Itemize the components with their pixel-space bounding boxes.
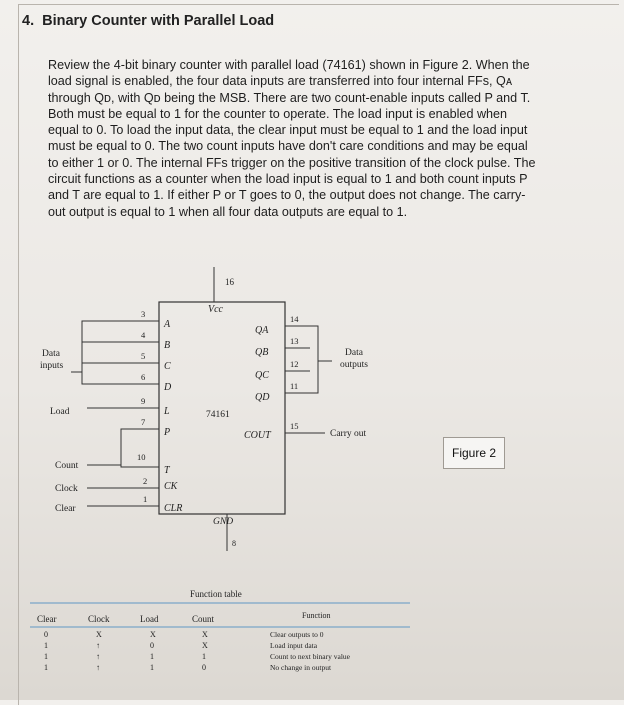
question-heading xyxy=(22,13,274,29)
data-output-bus xyxy=(310,326,332,393)
pin-number: 7 xyxy=(141,417,146,427)
pin-name: B xyxy=(164,340,171,351)
vcc-pin-number: 16 xyxy=(225,277,234,287)
pin-number: 2 xyxy=(143,476,148,486)
table-cell: Clear outputs to 0 xyxy=(270,630,324,639)
table-header: Function xyxy=(302,611,331,620)
pin-name: QC xyxy=(255,370,269,381)
table-header: Clear xyxy=(37,614,57,624)
pin-number: 3 xyxy=(141,309,146,319)
pin-name: L xyxy=(164,406,170,417)
paragraph-line: circuit functions as a counter when the load input is equal to 1 and both count inputs P xyxy=(48,172,528,187)
function-table-title: Function table xyxy=(190,589,242,599)
table-header: Count xyxy=(192,614,215,624)
figure-label: Figure 2 xyxy=(443,437,505,469)
data-input-bus xyxy=(71,321,131,384)
table-cell: 1 xyxy=(44,652,48,661)
left-pin-lines xyxy=(87,321,159,506)
table-body xyxy=(44,630,351,672)
table-cell: X xyxy=(202,641,208,650)
paragraph-line: and T are equal to 1. If either P or T goes to 0, the output does not change. The carry- xyxy=(48,188,526,203)
gnd-label: GND xyxy=(213,517,234,527)
pin-name: A xyxy=(164,319,171,330)
pin-number: 9 xyxy=(141,396,146,406)
table-cell: X xyxy=(150,630,156,639)
question-number: 4. xyxy=(22,13,35,29)
pin-number: 1 xyxy=(143,494,148,504)
pin-number: 6 xyxy=(141,372,146,382)
table-cell: 1 xyxy=(202,652,206,661)
table-cell: ↑ xyxy=(96,652,100,661)
data-outputs-label: Data xyxy=(345,348,363,358)
chip-name: 74161 xyxy=(206,410,230,420)
table-cell: Count to next binary value xyxy=(270,652,350,661)
paragraph-line: through Qᴅ, with Qᴅ being the MSB. There are two count-enable inputs called P and T. xyxy=(48,90,531,105)
table-cell: X xyxy=(96,630,102,639)
table-cell: 1 xyxy=(44,663,48,672)
pin-name: QD xyxy=(255,392,270,403)
pin-name: QB xyxy=(255,347,269,358)
vcc-label: Vcc xyxy=(208,304,223,315)
pin-name: COUT xyxy=(244,430,271,441)
pin-name: D xyxy=(164,382,172,393)
paragraph-line: Both must be equal to 1 for the counter to operate. The load input is enabled when xyxy=(48,106,508,121)
pin-name: CLR xyxy=(164,503,183,514)
load-label: Load xyxy=(50,407,70,417)
table-cell: 1 xyxy=(44,641,48,650)
pin-number: 10 xyxy=(137,452,146,462)
pin-number: 5 xyxy=(141,351,146,361)
paragraph-line: to either 1 or 0. The internal FFs trigger on the positive transition of the clock pulse. The xyxy=(48,155,536,170)
gnd-pin-number: 8 xyxy=(232,539,236,548)
table-cell: Load input data xyxy=(270,641,318,650)
table-cell: 1 xyxy=(150,652,154,661)
paragraph-line: must be equal to 0. The two count inputs have don't care conditions and may be equal xyxy=(48,139,528,154)
counter-diagram xyxy=(0,255,624,700)
table-cell: No change in output xyxy=(270,663,332,672)
paragraph-line: equal to 0. To load the input data, the clear input must be equal to 1 and the load input xyxy=(48,123,528,138)
table-header: Load xyxy=(140,614,159,624)
data-inputs-label: inputs xyxy=(40,361,64,371)
question-title: Binary Counter with Parallel Load xyxy=(42,13,275,29)
count-label: Count xyxy=(55,461,79,471)
question-paragraph xyxy=(48,57,600,220)
table-cell: ↑ xyxy=(96,641,100,650)
paragraph-line: out output is equal to 1 when all four data outputs are equal to 1. xyxy=(48,204,408,219)
clear-label: Clear xyxy=(55,504,76,514)
clock-label: Clock xyxy=(55,484,78,494)
pin-number: 11 xyxy=(290,381,299,391)
table-cell: 0 xyxy=(44,630,48,639)
pin-number: 12 xyxy=(290,359,299,369)
carry-out-label: Carry out xyxy=(330,429,367,439)
paragraph-line: load signal is enabled, the four data inputs are transferred into four internal FFs, Qᴀ xyxy=(48,74,513,89)
pin-name: CK xyxy=(164,481,178,492)
pin-name: QA xyxy=(255,325,269,336)
pin-name: P xyxy=(164,427,171,438)
pin-number: 14 xyxy=(290,314,299,324)
table-cell: 1 xyxy=(150,663,154,672)
table-cell: X xyxy=(202,630,208,639)
pin-name: C xyxy=(164,361,171,372)
pin-name: T xyxy=(164,465,170,476)
table-cell: 0 xyxy=(150,641,154,650)
pin-number: 15 xyxy=(290,421,299,431)
count-bus xyxy=(87,429,131,467)
table-cell: ↑ xyxy=(96,663,100,672)
data-outputs-label: outputs xyxy=(340,360,368,370)
pin-number: 4 xyxy=(141,330,146,340)
table-cell: 0 xyxy=(202,663,206,672)
data-inputs-label: Data xyxy=(42,349,60,359)
paragraph-line: Review the 4-bit binary counter with parallel load (74161) shown in Figure 2. When the xyxy=(48,58,530,72)
pin-number: 13 xyxy=(290,336,299,346)
table-header: Clock xyxy=(88,614,110,624)
